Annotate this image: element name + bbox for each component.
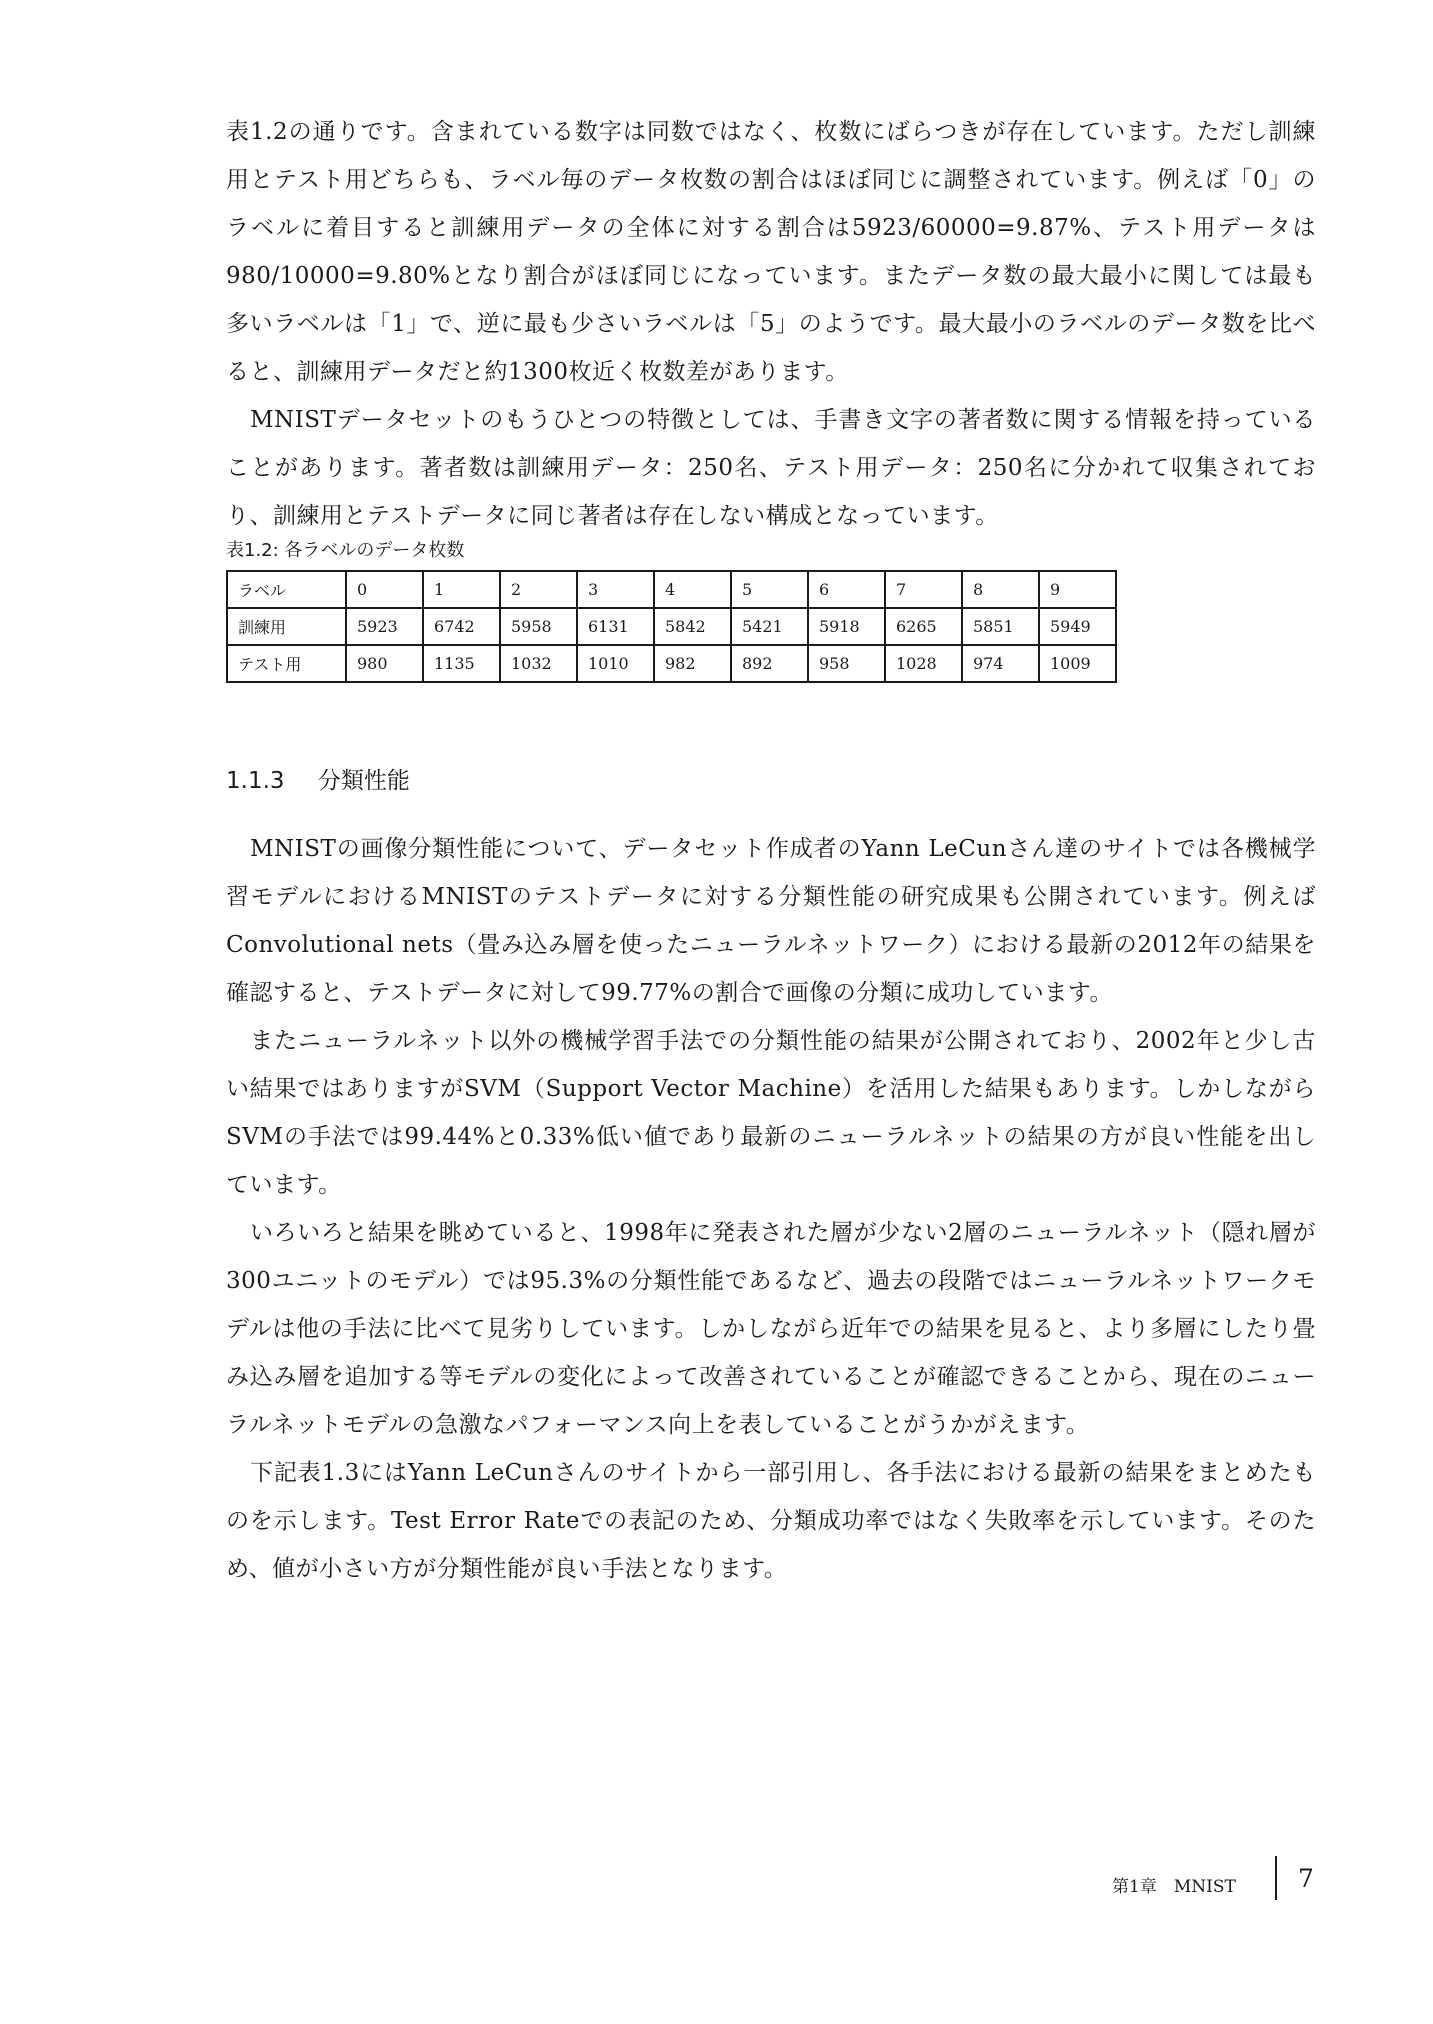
table-cell: 6 (808, 571, 885, 608)
footer-divider (1275, 1856, 1277, 1900)
running-footer-chapter: 第1章 MNIST (1112, 1877, 1236, 1897)
label-count-table (226, 570, 1117, 683)
paragraph: 下記表1.3にはYann LeCunさんのサイトから一部引用し、各手法における最新の結果をまとめたものを示します。Test Error Rateでの表記のため、分類成功率ではなく失敗率を示しています。そのため、値が小さい方が分類性能が良い手法となります。 (226, 1460, 1316, 1582)
table-row-train (227, 608, 1116, 645)
table-cell: 9 (1039, 571, 1116, 608)
table-cell: 6742 (423, 608, 500, 645)
table-cell: 6131 (577, 608, 654, 645)
body-section-a (226, 108, 1316, 540)
table-cell: 5421 (731, 608, 808, 645)
table-cell: 5958 (500, 608, 577, 645)
table-cell: 2 (500, 571, 577, 608)
table-cell: 4 (654, 571, 731, 608)
table-row-test (227, 645, 1116, 682)
table-cell: 958 (808, 645, 885, 682)
table-cell: 1 (423, 571, 500, 608)
paragraph: 表1.2の通りです。含まれている数字は同数ではなく、枚数にばらつきが存在しています。ただし訓練用とテスト用どちらも、ラベル毎のデータ枚数の割合はほぼ同じに調整されています。例えば「0」のラベルに着目すると訓練用データの全体に対する割合は5923/60000=9.87%、テスト用データは980/10000=9.80%となり割合がほぼ同じになっています。またデータ数の最大最小に関しては最も多いラベルは「1」で、逆に最も少さいラベルは「5」のようです。最大最小のラベルのデータ数を比べると、訓練用データだと約1300枚近く枚数差があります。 (226, 119, 1316, 385)
table-cell: 5923 (346, 608, 423, 645)
section-number: 1.1.3 (226, 768, 285, 794)
paragraph: MNISTの画像分類性能について、データセット作成者のYann LeCunさん達のサイトでは各機械学習モデルにおけるMNISTのテストデータに対する分類性能の研究成果も公開されています。例えばConvolutional nets（畳み込み層を使ったニューラルネットワーク）における最新の2012年の結果を確認すると、テストデータに対して99.77%の割合で画像の分類に成功しています。 (226, 836, 1316, 1006)
table-cell: 1028 (885, 645, 962, 682)
table-cell: 1010 (577, 645, 654, 682)
paragraph: いろいろと結果を眺めていると、1998年に発表された層が少ない2層のニューラルネット（隠れ層が300ユニットのモデル）では95.3%の分類性能であるなど、過去の段階ではニューラルネットワークモデルは他の手法に比べて見劣りしています。しかしながら近年での結果を見ると、より多層にしたり畳み込み層を追加する等モデルの変化によって改善されていることが確認できることから、現在のニューラルネットモデルの急激なパフォーマンス向上を表していることがうかがえます。 (226, 1220, 1316, 1438)
section-heading (226, 762, 410, 795)
table-cell: 7 (885, 571, 962, 608)
table-cell: 5851 (962, 608, 1039, 645)
section-title: 分類性能 (317, 768, 410, 794)
table-cell: 980 (346, 645, 423, 682)
table-cell: 5842 (654, 608, 731, 645)
table-cell: テスト用 (227, 645, 346, 682)
table-cell: 0 (346, 571, 423, 608)
paragraph: またニューラルネット以外の機械学習手法での分類性能の結果が公開されており、2002年と少し古い結果ではありますがSVM（Support Vector Machine）を活用した結果もあります。しかしながらSVMの手法では99.44%と0.33%低い値であり最新のニューラルネットの結果の方が良い性能を出しています。 (226, 1028, 1316, 1198)
table-cell: 1009 (1039, 645, 1116, 682)
table-cell: 3 (577, 571, 654, 608)
table-cell: 8 (962, 571, 1039, 608)
table-cell: 982 (654, 645, 731, 682)
table-cell: 6265 (885, 608, 962, 645)
table-row-header (227, 571, 1116, 608)
table-cell: 974 (962, 645, 1039, 682)
table-cell: 5 (731, 571, 808, 608)
table-cell: 1135 (423, 645, 500, 682)
table-cell: ラベル (227, 571, 346, 608)
table-cell: 1032 (500, 645, 577, 682)
table-cell: 訓練用 (227, 608, 346, 645)
table-caption: 表1.2: 各ラベルのデータ枚数 (226, 540, 465, 561)
table-cell: 5918 (808, 608, 885, 645)
paragraph: MNISTデータセットのもうひとつの特徴としては、手書き文字の著者数に関する情報を持っていることがあります。著者数は訓練用データ：250名、テスト用データ：250名に分かれて収集されており、訓練用とテストデータに同じ著者は存在しない構成となっています。 (226, 407, 1316, 529)
table-cell: 5949 (1039, 608, 1116, 645)
body-section-b (226, 825, 1316, 1593)
table-cell: 892 (731, 645, 808, 682)
page-number: 7 (1298, 1864, 1314, 1893)
